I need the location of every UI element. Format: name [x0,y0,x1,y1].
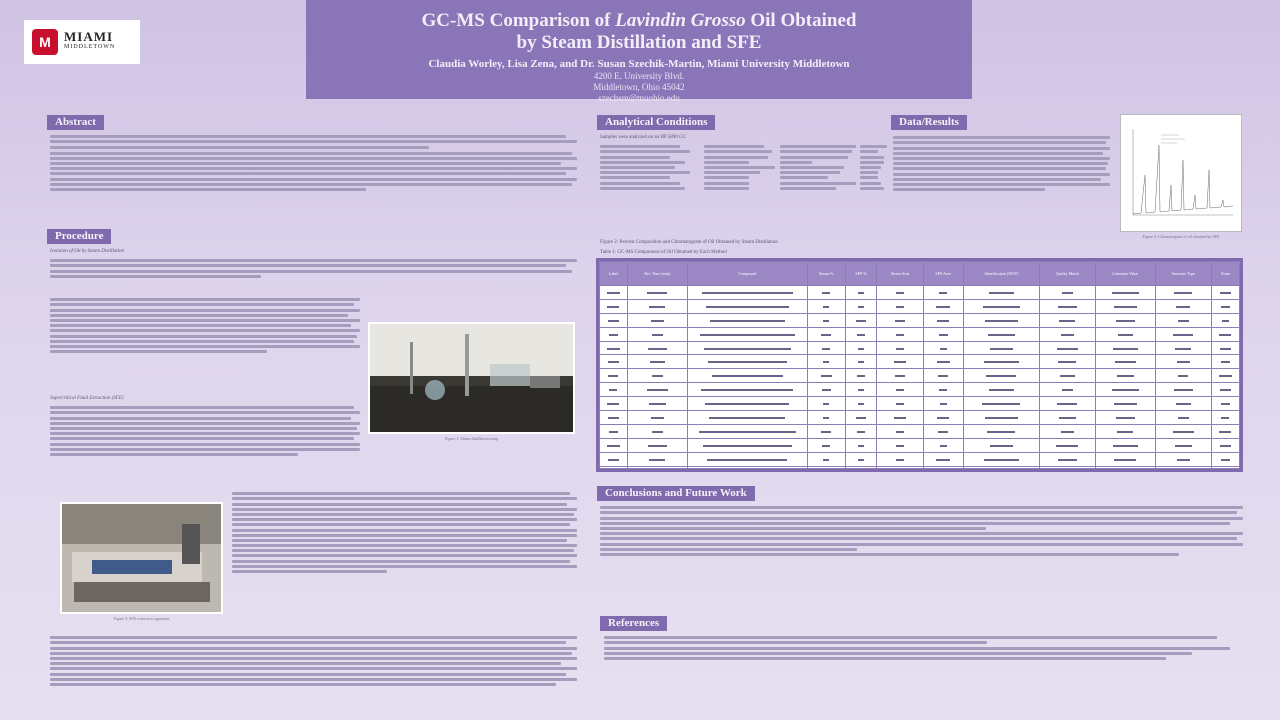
table-cell [807,466,845,468]
table-row [600,438,1240,452]
table-row [600,466,1240,468]
table-cell [877,438,923,452]
table-cell [963,397,1040,411]
table-cell [923,452,963,466]
table-cell [1095,438,1155,452]
table-cell [600,313,628,327]
procedure-text-final [50,634,577,716]
table-header: Structure Type [1155,262,1211,286]
table-cell [1211,355,1239,369]
table-cell [1095,452,1155,466]
table-row [600,383,1240,397]
table-cell [807,424,845,438]
table-cell [1095,424,1155,438]
table-header: Compound [687,262,807,286]
table-header-row [600,262,1240,286]
table-cell [877,466,923,468]
table-cell [1211,452,1239,466]
address-line2: Middletown, Ohio 45042 [593,82,685,92]
chromatogram-figure [1120,114,1242,232]
table-cell [1211,313,1239,327]
table-row [600,313,1240,327]
table-cell [1211,424,1239,438]
table-cell [1095,299,1155,313]
analytical-col1 [600,143,700,227]
table-cell [1211,341,1239,355]
table-cell [1155,424,1211,438]
table-cell [923,355,963,369]
table-cell [1095,313,1155,327]
table-cell [807,313,845,327]
table-cell [1211,369,1239,383]
table-cell [923,411,963,425]
table-cell [845,369,877,383]
table-cell [923,327,963,341]
poster-header [306,0,972,103]
table-cell [600,369,628,383]
table-cell [845,286,877,300]
table-cell [807,299,845,313]
table-cell [627,341,687,355]
title-italic: Lavindin Grosso [615,10,746,31]
table-cell [1095,411,1155,425]
table-cell [1095,397,1155,411]
table-cell [923,383,963,397]
table-header: Notes [1211,262,1239,286]
steam-text [50,257,577,287]
table-cell [1155,383,1211,397]
table-cell [877,355,923,369]
table-cell [687,327,807,341]
table-cell [627,452,687,466]
table-cell [807,383,845,397]
table-cell [627,327,687,341]
table-header: Ret. Time (min) [627,262,687,286]
table-cell [963,355,1040,369]
table-cell [1040,383,1095,397]
table-cell [687,299,807,313]
table-cell [877,327,923,341]
table-row [600,452,1240,466]
analytical-col3 [780,143,860,227]
table-cell [877,397,923,411]
table-row [600,327,1240,341]
table-cell [1211,466,1239,468]
analytical-heading: Analytical Conditions [597,115,715,130]
table-cell [807,452,845,466]
table-cell [963,327,1040,341]
table-cell [845,397,877,411]
table-cell [627,299,687,313]
table-cell [963,438,1040,452]
table-cell [1040,341,1095,355]
table-cell [807,286,845,300]
title-line2: by Steam Distillation and SFE [516,32,762,53]
table-cell [1040,411,1095,425]
conclusions-heading: Conclusions and Future Work [597,486,755,501]
table-cell [877,411,923,425]
table-cell [1095,466,1155,468]
table-cell [1040,327,1095,341]
table-cell [877,424,923,438]
sfe-text-2 [232,490,577,608]
table-cell [845,327,877,341]
table-cell [923,299,963,313]
university-logo [24,20,140,64]
table-cell [1155,286,1211,300]
table-cell [1211,299,1239,313]
table-header: Literature Value [1095,262,1155,286]
chart-caption: Figure 4: Chromatogram of oil obtained by SFE [1142,234,1220,239]
table-cell [627,411,687,425]
table-header: SFE % [845,262,877,286]
table-row [600,369,1240,383]
table-cell [1095,383,1155,397]
poster-authors: Claudia Worley, Lisa Zena, and Dr. Susan Szechik-Martin, Miami University Middletown [428,58,850,70]
table-cell [627,438,687,452]
logo-mark-icon: M [32,29,58,55]
table-cell [687,466,807,468]
table-cell [807,327,845,341]
table-cell [877,369,923,383]
table-cell [963,424,1040,438]
abstract-text [50,133,577,223]
table-cell [600,466,628,468]
references-list [604,634,1243,714]
table-cell [845,299,877,313]
poster-title [306,10,972,54]
table-cell [1211,286,1239,300]
table-cell [1040,466,1095,468]
table-cell [1040,438,1095,452]
data-results-text [893,134,1110,226]
table-cell [687,286,807,300]
table-cell [687,383,807,397]
table-cell [923,369,963,383]
table-header: Steam % [807,262,845,286]
steam-text-2 [50,296,360,394]
table-row [600,397,1240,411]
table-row [600,341,1240,355]
table-cell [687,369,807,383]
table-cell [600,411,628,425]
table-cell [877,313,923,327]
steam-distillation-photo [368,322,575,434]
table-cell [1211,327,1239,341]
table-cell [845,383,877,397]
table-title: Table 1: GC-MS Components of Oil Obtained by Each Method [600,250,727,255]
table-cell [923,424,963,438]
table-cell [600,355,628,369]
table-cell [600,438,628,452]
table-cell [807,397,845,411]
table-cell [687,341,807,355]
table-cell [687,355,807,369]
table-cell [807,341,845,355]
table-cell [1040,369,1095,383]
address-line1: 4200 E. University Blvd. [593,71,685,81]
table-cell [600,397,628,411]
table-cell [1040,424,1095,438]
table-cell [687,313,807,327]
table-cell [877,383,923,397]
table-cell [963,341,1040,355]
table-cell [687,411,807,425]
table-cell [1040,286,1095,300]
table-cell [963,299,1040,313]
table-cell [877,299,923,313]
table-cell [1095,369,1155,383]
table-cell [600,424,628,438]
table-cell [845,424,877,438]
analytical-col4 [860,143,890,227]
figure2-caption: Figure 2: Percent Composition and Chromatogram of Oil Obtained by Steam Distillation [600,240,778,245]
address-line3: szechsm@muohio.edu [598,93,680,103]
table-header: Identification (NIST) [963,262,1040,286]
table-cell [1155,299,1211,313]
table-cell [627,355,687,369]
table-cell [807,355,845,369]
table-header: Label [600,262,628,286]
table-cell [1155,355,1211,369]
table-row [600,299,1240,313]
table-cell [600,299,628,313]
table-cell [845,411,877,425]
table-cell [1095,355,1155,369]
table-cell [963,411,1040,425]
table-row [600,424,1240,438]
table-cell [1155,438,1211,452]
table-cell [627,369,687,383]
table-cell [963,383,1040,397]
table-cell [877,341,923,355]
references-heading: References [600,616,667,631]
table-cell [963,369,1040,383]
procedure-heading: Procedure [47,229,111,244]
table-cell [923,397,963,411]
table-cell [1040,355,1095,369]
table-cell [1211,397,1239,411]
table-cell [627,424,687,438]
table-cell [1211,438,1239,452]
table-cell [687,424,807,438]
table-cell [1040,299,1095,313]
logo-name: MIAMI [64,29,114,44]
table-cell [923,313,963,327]
table-cell [845,466,877,468]
table-row [600,355,1240,369]
table-cell [1040,313,1095,327]
table-cell [1155,466,1211,468]
analytical-col2 [704,143,779,227]
table-cell [923,438,963,452]
table-header: Steam Area [877,262,923,286]
table-row [600,286,1240,300]
table-cell [845,313,877,327]
fig1-caption: Figure 1: Steam distillation setup [444,436,499,441]
table-cell [923,341,963,355]
data-results-heading: Data/Results [891,115,967,130]
table-cell [1095,327,1155,341]
logo-subtitle: MIDDLETOWN [64,44,116,50]
steam-subheading: Isolation of Oil by Steam Distillation [50,249,125,254]
table-cell [845,355,877,369]
table-cell [600,452,628,466]
table-cell [627,286,687,300]
table-cell [1155,411,1211,425]
table-row [600,411,1240,425]
table-cell [963,313,1040,327]
table-cell [1040,397,1095,411]
table-cell [877,286,923,300]
table-cell [845,452,877,466]
title-prefix: GC-MS Comparison of [421,10,616,31]
table-cell [923,286,963,300]
table-cell [807,369,845,383]
table-cell [807,411,845,425]
table-cell [687,438,807,452]
table-cell [807,438,845,452]
table-cell [1155,452,1211,466]
table-cell [600,286,628,300]
table-cell [1155,397,1211,411]
table-cell [1040,452,1095,466]
table-cell [600,341,628,355]
sfe-text [50,404,360,480]
table-cell [963,466,1040,468]
table-cell [1155,313,1211,327]
table-cell [963,452,1040,466]
table-cell [687,397,807,411]
conclusions-text [600,504,1243,604]
table-header: SFE Area [923,262,963,286]
sfe-apparatus-photo [60,502,223,614]
table-cell [1095,341,1155,355]
table-cell [627,313,687,327]
table-cell [627,397,687,411]
table-cell [845,341,877,355]
table-header: Quality Match [1040,262,1095,286]
abstract-heading: Abstract [47,115,104,130]
table-cell [1155,341,1211,355]
table-cell [687,452,807,466]
table-cell [627,466,687,468]
sfe-subheading: Supercritical Fluid Extraction (SFE) [50,396,124,401]
title-suffix: Oil Obtained [745,10,857,31]
table-cell [877,452,923,466]
table-cell [963,286,1040,300]
results-table [596,258,1243,472]
fig3-caption: Figure 3: SFE extraction apparatus [113,616,170,621]
table-cell [600,327,628,341]
table-cell [1211,411,1239,425]
table-cell [923,466,963,468]
table-cell [1211,383,1239,397]
table-cell [1155,369,1211,383]
table-cell [1155,327,1211,341]
table-cell [627,383,687,397]
analytical-intro: Samples were analyzed on an HP 5890 GC [600,135,687,140]
table-cell [1095,286,1155,300]
table-cell [845,438,877,452]
table-cell [600,383,628,397]
